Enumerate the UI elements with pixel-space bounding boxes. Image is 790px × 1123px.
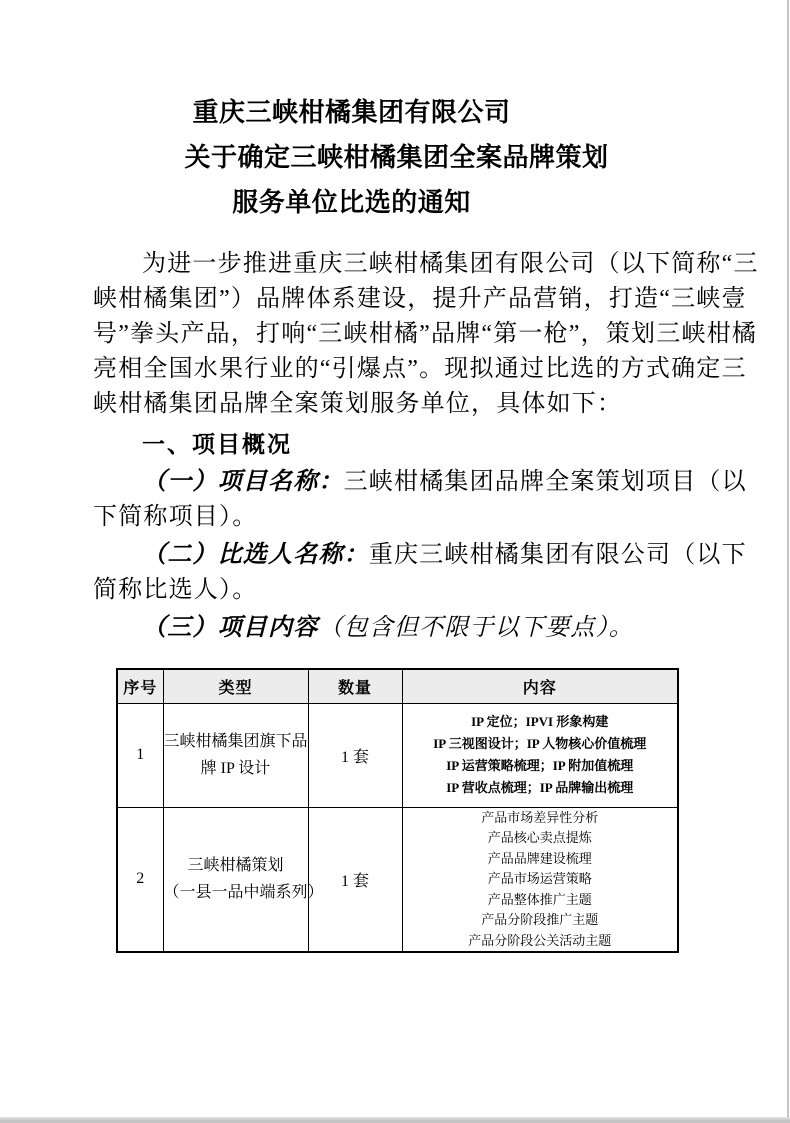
content-line: IP 营收点梳理；IP 品牌输出梳理 [446,780,634,795]
cell-qty: 1 套 [308,703,402,807]
intro-line: 亮相全国水果行业的“引爆点”。现拟通过比选的方式确定三 [93,356,747,382]
intro-line: 峡柑橘集团”）品牌体系建设，提升产品营销，打造“三峡壹 [93,286,747,312]
content-line: 产品分阶段推广主题 [481,912,599,927]
section-heading: 一、项目概况 [142,431,292,457]
content-line: 产品分阶段公关活动主题 [468,932,612,948]
cell-content [402,807,678,952]
type-line: 牌 IP 设计 [200,760,271,777]
item-project-content [93,611,700,646]
document-title-line: 服务单位比选的通知 [232,188,471,217]
item-text: 重庆三峡柑橘集团有限公司（以下 [368,542,747,568]
item-line [93,538,747,573]
item-label: （一）项目名称： [142,469,344,495]
item-text: （包含但不限于以下要点）。 [318,615,635,641]
intro-paragraph [93,247,759,422]
table-header-cell: 内容 [402,669,678,703]
cell-type [163,703,308,807]
item-selector-name [93,538,747,608]
intro-line: 号”拳头产品，打响“三峡柑橘”品牌“第一枪”，策划三峡柑橘 [93,321,758,347]
document-title-line: 重庆三峡柑橘集团有限公司 [192,98,511,127]
item-project-name [93,465,747,535]
table-header-row [117,669,678,703]
page-edge-shadow-bottom [0,1117,790,1123]
table-header-cell: 序号 [117,669,163,703]
content-line: 产品市场差异性分析 [481,809,599,825]
table-row [117,807,678,952]
content-line: 产品整体推广主题 [487,891,592,907]
content-line: IP 定位；IPVI 形象构建 [471,714,609,729]
page-edge-shadow-right [787,0,789,1123]
intro-line: 峡柑橘集团品牌全案策划服务单位，具体如下： [93,391,623,417]
item-text: 三峡柑橘集团品牌全案策划项目（以 [343,469,747,495]
type-line: （一县一品中端系列） [163,884,324,902]
item-label: （三）项目内容 [142,615,319,641]
cell-type [163,807,324,952]
content-line: IP 运营策略梳理；IP 附加值梳理 [446,758,634,773]
item-line [93,465,747,500]
type-line: 三峡柑橘集团旗下品 [163,733,308,750]
item-line: 下简称项目）。 [93,504,258,530]
cell-seq: 1 [117,703,163,807]
document-title-line: 关于确定三峡柑橘集团全案品牌策划 [184,143,609,172]
cell-seq: 2 [117,807,163,952]
cell-content [402,703,678,807]
content-line: 产品市场运营策略 [487,871,592,886]
table-row [117,703,678,807]
intro-line: 为进一步推进重庆三峡柑橘集团有限公司（以下简称“三 [142,251,759,277]
document-title [93,90,700,225]
content-line: 产品品牌建设梳理 [487,850,592,866]
content-line: IP 三视图设计；IP 人物核心价值梳理 [433,736,647,751]
content-line: 产品核心卖点提炼 [487,830,592,845]
item-label: （二）比选人名称： [142,542,369,568]
item-line: 简称比选人）。 [93,577,258,603]
cell-qty: 1 套 [308,807,402,952]
project-content-table [116,668,679,953]
type-line: 三峡柑橘策划 [187,857,284,875]
item-line [93,611,700,646]
table-header-cell: 数量 [308,669,402,703]
table-header-cell: 类型 [163,669,308,703]
